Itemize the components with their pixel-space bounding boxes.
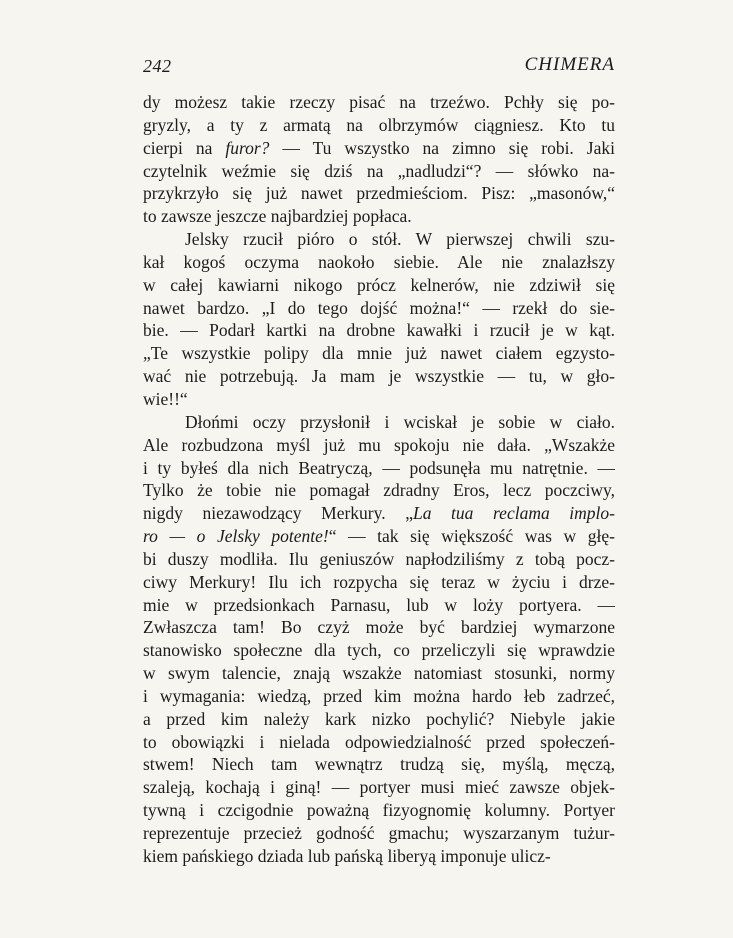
text-line: przykrzyło się już nawet przedmieściom. Pisz: „masonów,“ [143,183,615,204]
text-line: gryzly, a ty z armatą na olbrzymów ciągniesz. Kto tu [143,114,615,135]
text-line: Tylko że tobie nie pomagał zdradny Eros, lecz poczciwy, [143,480,615,501]
text-line: i ty byłeś dla nich Beatryczą, — podsunęła mu natrętnie. — [143,457,615,478]
text-line: stwem! Niech tam wewnątrz trudzą się, myślą, męczą, [143,754,615,775]
text-line: stanowisko społeczne dla tych, co przeliczyli się wprawdzie [143,640,615,661]
text-line: dy możesz takie rzeczy pisać na trzeźwo. Pchły się po- [143,92,615,112]
paragraph [143,411,615,868]
text-line: a przed kim należy kark nizko pochylić? Niebyle jakie [143,708,615,729]
text-line: kał kogoś oczyma naokoło siebie. Ale nie znalazłszy [143,251,615,272]
text-line: to obowiązki i nielada odpowiedzialność przed społeczeń- [143,731,615,752]
text-line: i wymagania: wiedzą, przed kim można hardo łeb zadrzeć, [143,685,615,706]
text-line: Jelsky rzucił pióro o stół. W pierwszej chwili szu- [185,229,615,250]
text-line: tywną i czcigodnie poważną fizyognomię kolumny. Portyer [143,800,615,821]
text-line: bi duszy modliła. Ilu geniuszów napłodziliśmy z tobą pocz- [143,548,615,569]
text-line: Dłońmi oczy przysłonił i wciskał je sobie w ciało. [185,411,615,432]
text-line: w swym talencie, znają wszakże natomiast stosunki, normy [143,663,615,684]
text-line: wie!!“ [143,388,188,409]
text-line: w całej kawiarni nikogo prócz kelnerów, nie zdziwił się [143,274,615,295]
paragraph [143,228,615,411]
text-line: kiem pańskiego dziada lub pańską liberyą imponuje ulicz- [143,845,551,866]
page-number: 242 [143,56,172,76]
text-line: cierpi na furor? — Tu wszystko na zimno się robi. Jaki [143,137,615,158]
page-header [143,54,615,80]
text-line: nigdy niezawodzący Merkury. „La tua reclama implo- [143,503,615,524]
running-head: CHIMERA [524,54,615,75]
text-line: Zwłaszcza tam! Bo czyż może być bardziej wymarzone [143,617,615,638]
text-line: „Te wszystkie polipy dla mnie już nawet ciałem egzysto- [143,343,615,364]
text-line: wać nie potrzebują. Ja mam je wszystkie — tu, w gło- [143,366,615,387]
text-line: czytelnik weźmie się dziś na „nadludzi“? — słówko na- [143,160,615,181]
text-line: szaleją, kochają i giną! — portyer musi mieć zawsze objek- [143,777,615,798]
text-line: ro — o Jelsky potente!“ — tak się większość was w głę- [143,526,615,547]
text-line: reprezentuje przecież godność gmachu; wyszarzanym tużur- [143,823,615,843]
text-line: to zawsze jeszcze najbardziej popłaca. [143,206,412,227]
body-text [143,91,615,868]
text-line: mie w przedsionkach Parnasu, lub w loży portyera. — [143,594,615,615]
paragraph [143,91,615,228]
text-line: bie. — Podarł kartki na drobne kawałki i rzucił je w kąt. [143,320,615,341]
text-line: nawet bardzo. „I do tego dojść można!“ — rzekł do sie- [143,297,615,318]
text-line: ciwy Merkury! Ilu ich rozpycha się teraz w życiu i drze- [143,571,615,592]
text-line: Ale rozbudzona myśl już mu spokoju nie dała. „Wszakże [143,434,615,455]
